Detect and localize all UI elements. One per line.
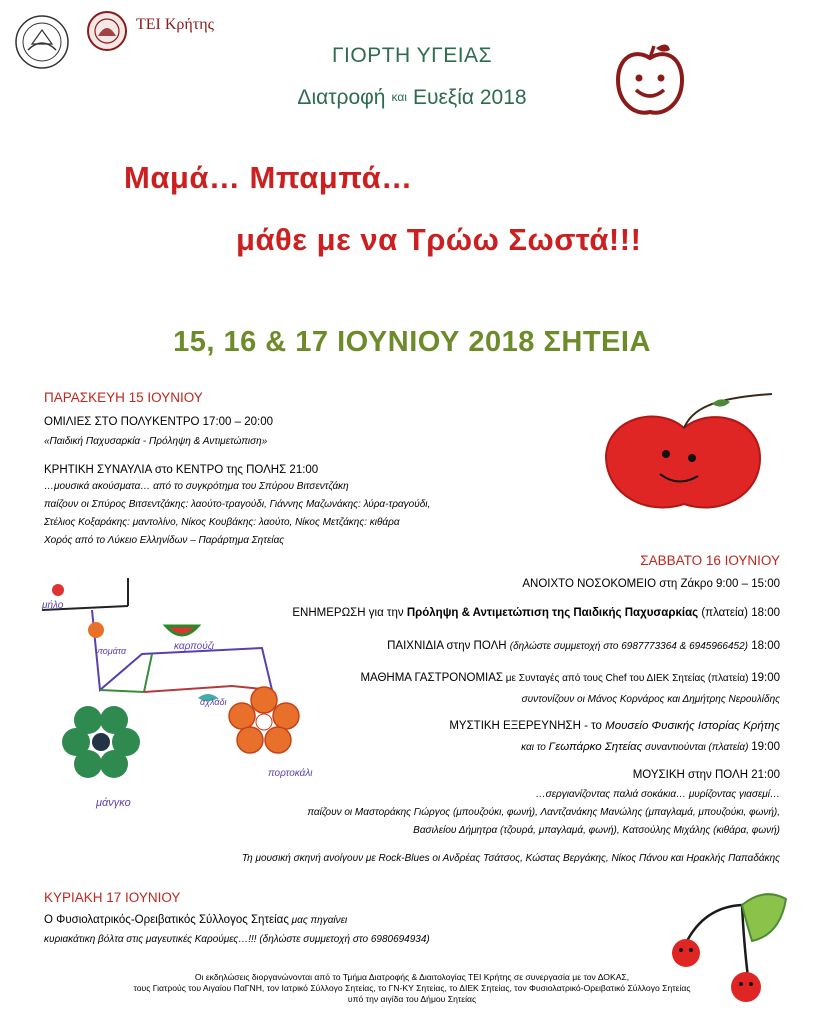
saturday-event-3-c: 18:00 (748, 640, 780, 652)
drawing-label-3: καρπούζι (174, 641, 214, 652)
tei-name: TEI Κρήτης (136, 16, 214, 33)
saturday-event-4 (360, 672, 780, 684)
subtitle-left: Διατροφή (297, 86, 386, 109)
fruit-scene-drawing-icon (32, 570, 307, 810)
footer (0, 972, 824, 1005)
friday-event-2-title: ΚΡΗΤΙΚΗ ΣΥΝΑΥΛΙΑ στο ΚΕΝΤΡΟ της ΠΟΛΗΣ 21:00 (44, 464, 319, 476)
footer-line-3: υπό την αιγίδα του Δήμου Σητείας (347, 994, 477, 1004)
saturday-event-5-b: - το (580, 720, 606, 732)
saturday-event-2 (292, 607, 780, 619)
saturday-event-4-a: ΜΑΘΗΜΑ ΓΑΣΤΡΟΝΟΜΙΑΣ (360, 672, 504, 684)
saturday-event-5-c: Μουσείο Φυσικής Ιστορίας Κρήτης (605, 720, 780, 732)
saturday-event-6: ΜΟΥΣΙΚΗ στην ΠΟΛΗ 21:00 (632, 769, 780, 781)
saturday-event-4-sub: συντονίζουν οι Μάνος Κορνάρος και Δημήτρης Νερουλίδης (521, 694, 780, 705)
friday-event-2-line-3: Στέλιος Κοξαράκης: μαντολίνο, Νίκος Κουβάκης: λαούτο, Νίκος Μετζάκης: κιθάρα (44, 517, 400, 528)
subtitle-mid: και (391, 90, 407, 104)
sunday-line-1 (44, 914, 347, 926)
slogan-line-2: μάθε με να Τρώω Σωστά!!! (236, 222, 642, 257)
saturday-event-5-l2c: συναντιούνται (πλατεία) (642, 742, 752, 753)
footer-line-2: τους Γιατρούς του Αιγαίου ΠαΓΝΗ, τον Ιατρικό Σύλλογο Σητείας, το ΓΝ-ΚΥ Σητείας, το ΔΙΕΚ Σητείας, τον Φυσιολατρικό-Ορειβατικό Σύλλογο Σητείας (133, 983, 691, 993)
saturday-event-5-l2a: και το (521, 742, 549, 753)
saturday-event-2-e: 18:00 (751, 607, 780, 619)
friday-event-2-line-1: …μουσικά ακούσματα… από το συγκρότημα του Σπύρου Βιτσεντζάκη (44, 481, 349, 492)
saturday-event-5-l2d: 19:00 (751, 741, 780, 753)
saturday-event-2-b: για την (365, 607, 407, 619)
saturday-event-4-b: με Συνταγές από τους Chef του ΔΙΕΚ Σητείας (πλατεία) (503, 673, 752, 684)
subtitle-right: Ευεξία 2018 (412, 86, 527, 109)
saturday-event-2-c: Πρόληψη & Αντιμετώπιση της Παιδικής Παχυσαρκίας (406, 607, 699, 619)
saturday-event-3 (387, 640, 780, 652)
event-dates: 15, 16 & 17 ΙΟΥΝΙΟΥ 2018 ΣΗΤΕΙΑ (173, 326, 651, 358)
saturday-event-1: ΑΝΟΙΧΤΟ ΝΟΣΟΚΟΜΕΙΟ στη Ζάκρο 9:00 – 15:00 (522, 578, 780, 590)
apple-drawing-icon (600, 392, 780, 522)
drawing-label-1: μήλο (42, 600, 64, 611)
saturday-event-3-a: ΠΑΙΧΝΙΔΙΑ στην ΠΟΛΗ (387, 640, 510, 652)
friday-event-1-title: ΟΜΙΛΙΕΣ ΣΤΟ ΠΟΛΥΚΕΝΤΡΟ 17:00 – 20:00 (44, 416, 274, 428)
saturday-event-2-d: (πλατεία) (698, 607, 752, 619)
smiling-apple-icon (612, 40, 688, 120)
friday-event-2-line-2: παίζουν οι Σπύρος Βιτσεντζάκης: λαούτο-τραγούδι, Γιάννης Μαζωνάκης: λύρα-τραγούδι, (44, 499, 431, 510)
friday-event-2-line-4: Χορός από το Λύκειο Ελληνίδων – Παράρτημα Σητείας (44, 535, 285, 546)
sunday-line-1-a: Ο Φυσιολατρικός-Ορειβατικός Σύλλογος Σητείας (44, 914, 289, 926)
saturday-event-6-line-1: …σεργιανίζοντας παλιά σοκάκια… μυρίζοντας γιασεμί… (535, 789, 780, 800)
saturday-event-5 (449, 720, 780, 732)
saturday-event-5-a: ΜΥΣΤΙΚΗ ΕΞΕΡΕΥΝΗΣΗ (449, 720, 581, 732)
saturday-event-6-line-4: Τη μουσική σκηνή ανοίγουν με Rock-Blues οι Ανδρέας Τσάτσος, Κώστας Βεργάκης, Νίκος Πάνου και Ηρακλής Παπαδάκης (241, 853, 780, 864)
festival-subtitle (0, 86, 824, 110)
saturday-event-2-a: ΕΝΗΜΕΡΩΣΗ (292, 607, 366, 619)
drawing-label-2: ντομάτα (95, 646, 127, 656)
slogan-line-1: Μαμά… Μπαμπά… (124, 160, 413, 195)
sunday-heading: ΚΥΡΙΑΚΗ 17 ΙΟΥΝΙΟΥ (44, 890, 181, 905)
saturday-heading: ΣΑΒΒΑΤΟ 16 ΙΟΥΝΙΟΥ (640, 553, 780, 568)
sunday-line-1-b: μας πηγαίνει (288, 915, 348, 926)
festival-title: ΓΙΟΡΤΗ ΥΓΕΙΑΣ (331, 44, 493, 67)
drawing-label-4: αχλάδι (200, 697, 227, 707)
saturday-event-4-c: 19:00 (751, 672, 780, 684)
drawing-label-5: πορτοκάλι (268, 768, 313, 779)
saturday-event-6-line-2: παίζουν οι Μαστοράκης Γιώργος (μπουζούκι, φωνή), Λαντζανάκης Μανώλης (μπαγλαμά, μπουζούκι, φωνή), (307, 807, 780, 818)
saturday-event-5-line-2 (521, 741, 780, 753)
drawing-label-6: μάνγκο (96, 797, 131, 809)
saturday-event-3-b: (δηλώστε συμμετοχή στο 6987773364 & 6945966452) (509, 641, 749, 652)
friday-heading: ΠΑΡΑΣΚΕΥΗ 15 ΙΟΥΝΙΟΥ (44, 390, 203, 405)
saturday-event-6-line-3: Βασιλείου Δήμητρα (τζουρά, μπαγλαμά, φωνή), Κατσούλης Μιχάλης (κιθάρα, φωνή) (413, 825, 780, 836)
sunday-line-2: κυριακάτικη βόλτα στις μαγευτικές Καρούμες…!!! (δηλώστε συμμετοχή στο 6980694934) (44, 934, 430, 945)
saturday-event-5-l2b: Γεωπάρκο Σητείας (548, 741, 643, 753)
footer-line-1: Οι εκδηλώσεις διοργανώνονται από το Τμήμα Διατροφής & Διαιτολογίας ΤΕΙ Κρήτης σε συνεργασία με τον ΔΟΚΑΣ, (194, 972, 630, 982)
friday-event-1-subtitle: «Παιδική Παχυσαρκία - Πρόληψη & Αντιμετώπιση» (44, 436, 268, 447)
